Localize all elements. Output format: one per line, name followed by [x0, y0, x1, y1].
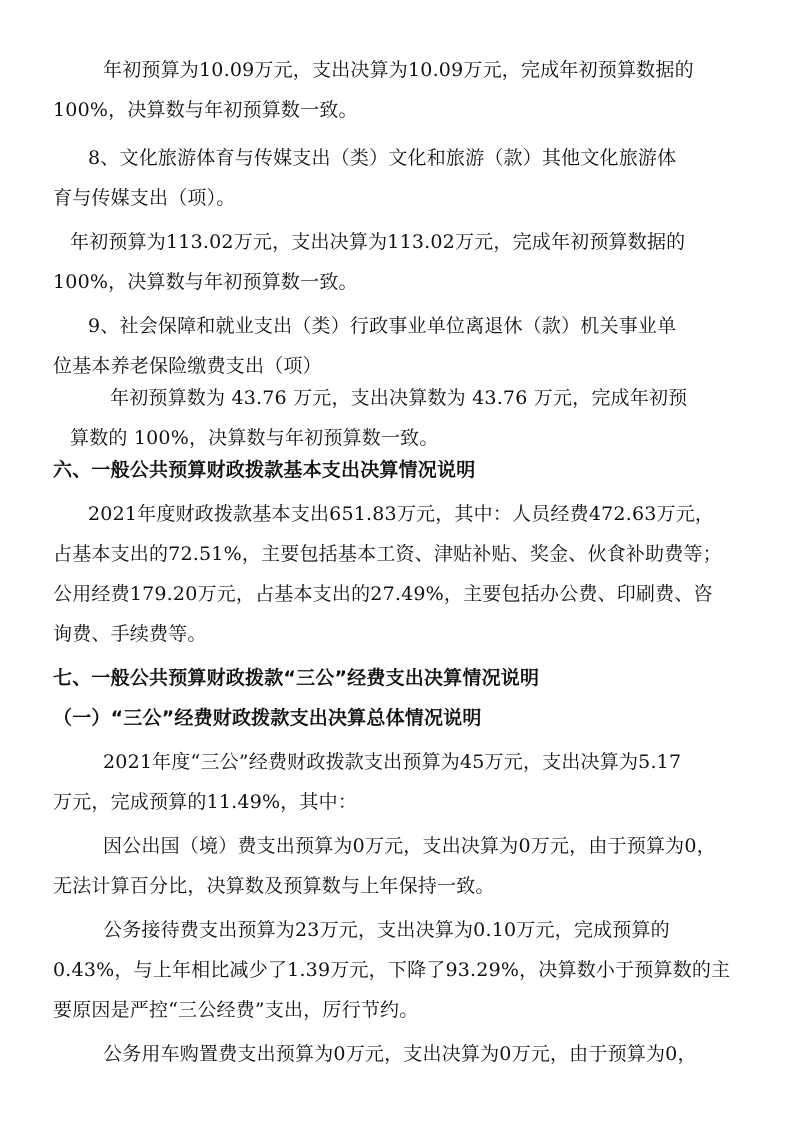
text-line: 2021年度“三公”经费财政拨款支出预算为45万元，支出决算为5.17: [103, 751, 682, 773]
text-line: 8、文化旅游体育与传媒支出（类）文化和旅游（款）其他文化旅游体: [88, 147, 677, 169]
text-line: 占基本支出的72.51%，主要包括基本工资、津贴补贴、奖金、伙食补助费等；: [53, 543, 722, 565]
text-line: 9、社会保障和就业支出（类）行政事业单位离退休（款）机关事业单: [88, 315, 677, 337]
section-heading-7: 七、一般公共预算财政拨款“三公”经费支出决算情况说明: [53, 667, 540, 689]
text-line: 育与传媒支出（项）。: [53, 187, 236, 209]
text-line: 公务用车购置费支出预算为0万元，支出决算为0万元，由于预算为0，: [103, 1043, 697, 1065]
text-line: 无法计算百分比，决算数及预算数与上年保持一致。: [53, 875, 495, 897]
text-line: 公用经费179.20万元，占基本支出的27.49%，主要包括办公费、印刷费、咨: [53, 583, 713, 605]
text-line: 年初预算数为 43.76 万元，支出决算数为 43.76 万元，完成年初预: [110, 387, 688, 409]
text-line: 算数的 100%，决算数与年初预算数一致。: [70, 427, 439, 449]
text-line: 位基本养老保险缴费支出（项）: [53, 355, 322, 377]
text-line: 100%，决算数与年初预算数一致。: [53, 271, 358, 293]
text-line: 年初预算为10.09万元，支出决算为10.09万元，完成年初预算数据的: [103, 59, 694, 81]
text-line: 要原因是严控“三公经费”支出，厉行节约。: [53, 999, 419, 1021]
text-line: 万元，完成预算的11.49%，其中：: [53, 791, 358, 813]
section-heading-6: 六、一般公共预算财政拨款基本支出决算情况说明: [53, 459, 476, 481]
text-line: 0.43%，与上年相比减少了1.39万元，下降了93.29%，决算数小于预算数的主: [53, 959, 731, 981]
text-line: 100%，决算数与年初预算数一致。: [53, 99, 358, 121]
text-line: 因公出国（境）费支出预算为0万元，支出决算为0万元，由于预算为0，: [103, 835, 716, 857]
text-line: 询费、手续费等。: [53, 623, 207, 645]
text-line: 公务接待费支出预算为23万元，支出决算为0.10万元，完成预算的: [103, 919, 670, 941]
text-line: 年初预算为113.02万元，支出决算为113.02万元，完成年初预算数据的: [70, 231, 686, 253]
subsection-heading-1: （一）“三公”经费财政拨款支出决算总体情况说明: [53, 707, 482, 729]
text-line: 2021年度财政拨款基本支出651.83万元，其中：人员经费472.63万元，: [88, 503, 715, 525]
